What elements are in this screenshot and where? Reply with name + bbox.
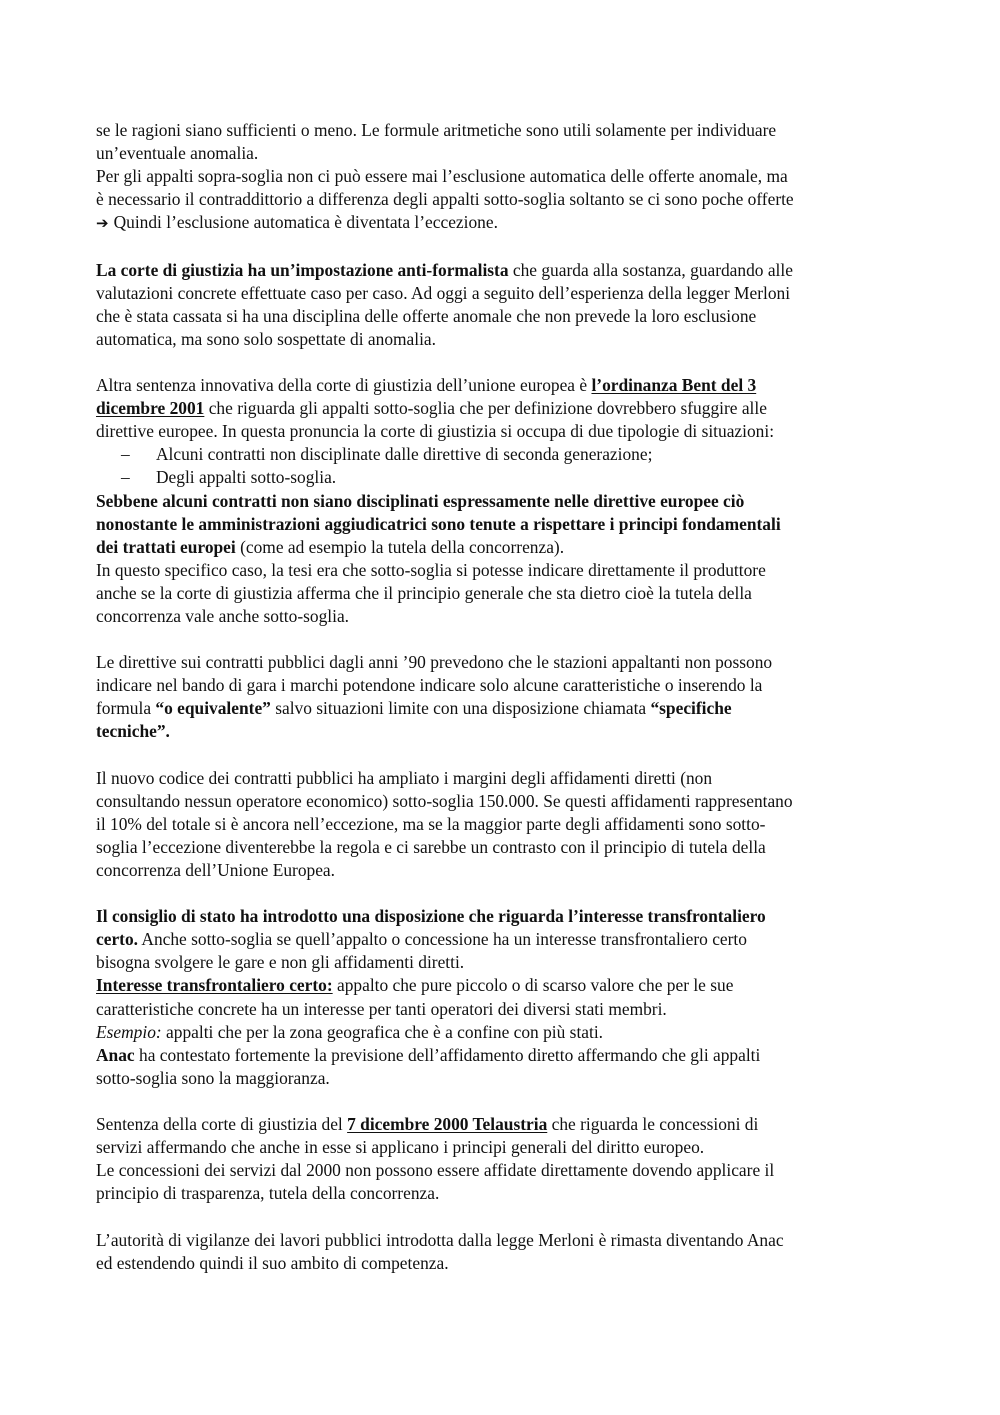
text-line: appalti che per la zona geografica che è a confine con più stati. — [161, 1021, 604, 1042]
text-line: il 10% del totale si è ancora nell’eccezione, ma se la maggior parte degli affidamenti sono sotto- — [96, 813, 766, 834]
paragraph-spacer — [96, 351, 916, 374]
text-line: salvo situazioni limite con una disposizione chiamata — [270, 698, 651, 719]
definition-label: Interesse transfrontaliero certo: — [96, 975, 333, 996]
paragraph-spacer — [96, 744, 916, 767]
text-line: sotto-soglia sono la maggioranza. — [96, 1067, 330, 1088]
paragraph-spacer — [96, 628, 916, 651]
bold-phrase: Anac — [96, 1044, 135, 1065]
dash-bullet-icon: – — [121, 444, 130, 465]
bold-phrase: certo. — [96, 929, 138, 950]
text-line: anche se la corte di giustizia afferma che il principio generale che sta dietro cioè la tutela della — [96, 582, 752, 603]
right-arrow-icon: ➔ — [96, 214, 109, 233]
text-line: bisogna svolgere le gare e non gli affidamenti diretti. — [96, 952, 465, 973]
list-item-text: Alcuni contratti non disciplinate dalle direttive di seconda generazione; — [156, 444, 653, 465]
text-line: appalto che pure piccolo o di scarso valore che per le sue — [332, 975, 734, 996]
text-line: ed estendendo quindi il suo ambito di competenza. — [96, 1252, 449, 1273]
text-line: Sentenza della corte di giustizia del — [96, 1114, 348, 1135]
bold-line: Sebbene alcuni contratti non siano disciplinati espressamente nelle direttive europee ciò — [96, 490, 745, 511]
paragraph-telaustria — [96, 1113, 916, 1205]
text-line: (come ad esempio la tutela della concorrenza). — [235, 536, 565, 557]
list-item-text: Degli appalti sotto-soglia. — [156, 467, 337, 488]
page-content — [96, 119, 916, 1275]
text-line: valutazioni concrete effettuate caso per caso. Ad oggi a seguito dell’esperienza della legger Merloni — [96, 282, 791, 303]
paragraph-spacer — [96, 235, 916, 258]
text-line: che guarda alla sostanza, guardando alle — [508, 259, 793, 280]
text-line: che è stata cassata si ha una disciplina delle offerte anomale che non prevede la loro esclusione — [96, 305, 757, 326]
text-line: se le ragioni siano sufficienti o meno. Le formule aritmetiche sono utili solamente per individuare — [96, 120, 777, 140]
text-line: consultando nessun operatore economico) sotto-soglia 150.000. Se questi affidamenti rappresentano — [96, 790, 793, 811]
text-line: L’autorità di vigilanze dei lavori pubblici introdotta dalla legge Merloni è rimasta diventando Anac — [96, 1229, 784, 1250]
ordinance-reference: l’ordinanza Bent del 3 — [591, 375, 757, 396]
paragraph-bent-ordinance — [96, 374, 916, 443]
text-line: concorrenza dell’Unione Europea. — [96, 860, 336, 880]
text-line: Il nuovo codice dei contratti pubblici ha ampliato i margini degli affidamenti diretti (non — [96, 767, 713, 788]
text-line: direttive europee. In questa pronuncia la corte di giustizia si occupa di due tipologie di situazioni: — [96, 421, 775, 442]
paragraph-cross-border-interest — [96, 905, 916, 1090]
text-line: caratteristiche concrete ha un interesse per tanti operatori dei diversi stati membri. — [96, 998, 667, 1019]
bold-phrase: “specifiche — [650, 698, 732, 719]
text-line: che riguarda gli appalti sotto-soglia che per definizione dovrebbero sfuggire alle — [204, 398, 767, 419]
list-item — [96, 443, 916, 466]
example-label: Esempio: — [96, 1021, 162, 1042]
text-line: è necessario il contraddittorio a differenza degli appalti sotto-soglia soltanto se ci sono poche offerte — [96, 189, 794, 210]
list-item — [96, 466, 916, 489]
text-line: indicare nel bando di gara i marchi potendone indicare solo alcune caratteristiche o inserendo la — [96, 675, 763, 696]
text-line: In questo specifico caso, la tesi era che sotto-soglia si potesse indicare direttamente il produttore — [96, 559, 766, 580]
paragraph-technical-specs — [96, 651, 916, 743]
text-line: Quindi l’esclusione automatica è diventata l’eccezione. — [113, 212, 498, 233]
text-line: servizi affermando che anche in esse si applicano i principi generali del diritto europeo. — [96, 1137, 705, 1158]
text-line: Altra sentenza innovativa della corte di giustizia dell’unione europea è — [96, 375, 592, 396]
bold-line: nonostante le amministrazioni aggiudicatrici sono tenute a rispettare i principi fondamentali — [96, 513, 781, 534]
dash-bullet-icon: – — [121, 467, 130, 488]
bold-phrase: dei trattati europei — [96, 536, 236, 557]
bold-phrase: “o equivalente” — [155, 698, 271, 719]
text-line: che riguarda le concessioni di — [547, 1114, 759, 1135]
text-line: un’eventuale anomalia. — [96, 143, 259, 164]
situations-list — [96, 443, 916, 489]
text-line: Per gli appalti sopra-soglia non ci può essere mai l’esclusione automatica delle offerte anomale, ma — [96, 166, 788, 187]
paragraph-anti-formalist — [96, 259, 916, 351]
paragraph-anomaly-formulas — [96, 119, 916, 235]
paragraph-new-code — [96, 767, 916, 882]
text-line: soglia l’eccezione diventerebbe la regola e ci sarebbe un contrasto con il principio di tutela della — [96, 836, 766, 857]
text-line: principio di trasparenza, tutela della concorrenza. — [96, 1183, 440, 1204]
paragraph-spacer — [96, 1090, 916, 1113]
paragraph-principles — [96, 490, 916, 629]
text-line: concorrenza vale anche sotto-soglia. — [96, 605, 350, 626]
text-line: ha contestato fortemente la previsione dell’affidamento diretto affermando che gli appalti — [134, 1044, 761, 1065]
ruling-reference: 7 dicembre 2000 Telaustria — [347, 1114, 548, 1135]
text-line: Le concessioni dei servizi dal 2000 non possono essere affidate direttamente dovendo applicare il — [96, 1160, 775, 1181]
paragraph-spacer — [96, 1205, 916, 1228]
text-line: Le direttive sui contratti pubblici dagli anni ’90 prevedono che le stazioni appaltanti non possono — [96, 652, 773, 673]
text-line: automatica, ma sono solo sospettate di anomalia. — [96, 328, 437, 349]
bold-phrase: tecniche”. — [96, 721, 170, 742]
paragraph-spacer — [96, 882, 916, 905]
bold-line: Il consiglio di stato ha introdotto una disposizione che riguarda l’interesse transfrontaliero — [96, 906, 766, 927]
ordinance-date: dicembre 2001 — [96, 398, 205, 419]
bold-phrase: La corte di giustizia ha un’impostazione anti-formalista — [96, 259, 509, 280]
paragraph-anac-authority — [96, 1229, 916, 1275]
text-line: Anche sotto-soglia se quell’appalto o concessione ha un interesse transfrontaliero certo — [138, 929, 747, 950]
text-line: formula — [96, 698, 156, 719]
